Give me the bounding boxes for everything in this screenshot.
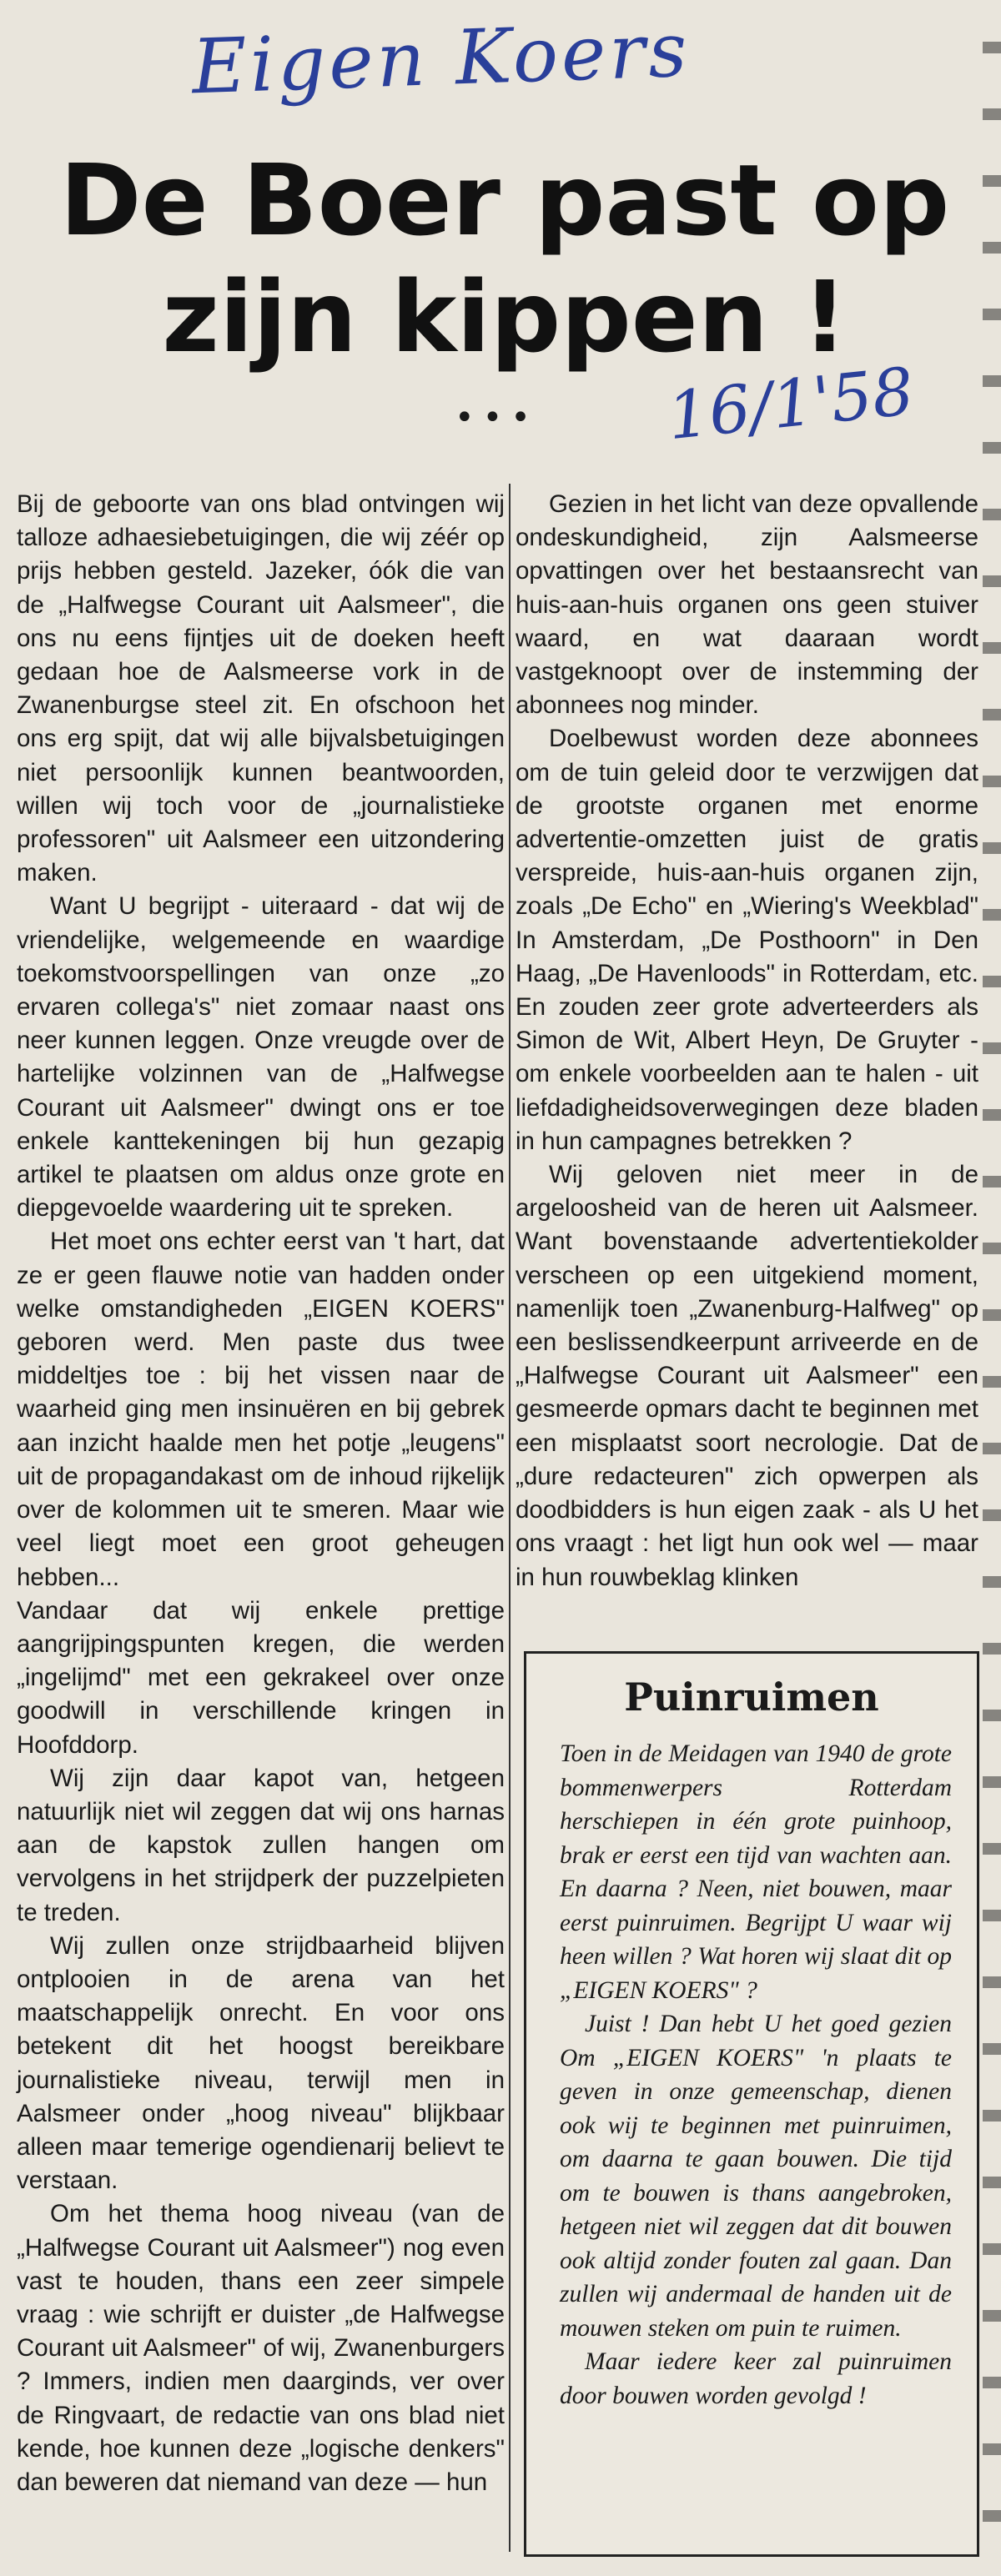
headline-dots: ••• <box>455 399 539 437</box>
box-paragraph: Maar iedere keer zal puinruimen door bouwen worden gevolgd ! <box>560 2348 952 2409</box>
paragraph: Gezien in het licht van deze opvallende ondeskundigheid, zijn Aalsmeerse opvattingen over het bestaansrecht van huis-aan-huis organen ons geen stuiver waard, en wat daaraan wordt vastgeknoopt over de instemming der abonnees nog minder. <box>516 490 978 720</box>
paragraph: Want U begrijpt - uiteraard - dat wij de vriendelijke, welgemeende en waardige toekomstvoorspellingen van onze „zo ervaren collega's" niet zomaar naast ons neer kunnen leggen. Onze vreugde over de hartelijke volzinnen van de „Halfwegse Courant uit Aalsmeer" dwingt ons er toe enkele kanttekeningen bij hun gezapig artikel te plaatsen om aldus onze grote en diepgevoelde waardering uit te spreken. <box>17 892 505 1223</box>
paragraph: Wij zullen onze strijdbaarheid blijven ontplooien in de arena van het maatschappelijk onrecht. En voor ons betekent dit het hoogst bereikbare journalistieke niveau, terwijl men in Aalsmeer onder „hoog niveau" blijkbaar alleen maar temerige ogendienarij believt te verstaan. <box>17 1931 505 2195</box>
column-divider <box>509 484 511 2552</box>
paragraph: Het moet ons echter eerst van 't hart, dat ze er geen flauwe notie van hadden onder welke omstandigheden „EIGEN KOERS" geboren werd. Men paste dus twee middeltjes toe : bij het vissen naar de waarheid ging men insinuëren en bij gebrek aan inzicht haalde men het potje „leugens" uit de propagandakast om de inhoud rijkelijk over de kolommen uit te smeren. Maar wie veel liegt moet een groot geheugen hebben... <box>17 1228 505 1591</box>
headline-line-2: zijn kippen ! <box>162 259 848 374</box>
box-body <box>560 1737 952 2413</box>
paragraph: Vandaar dat wij enkele prettige aangrijpingspunten kregen, die werden „ingelijmd" met een gekrakeel over onze goodwill in verschillende kringen in Hoofddorp. <box>17 1596 505 1759</box>
puinruimen-box <box>524 1651 979 2557</box>
left-column <box>17 488 505 2499</box>
paragraph: Wij geloven niet meer in de argeloosheid van de heren uit Aalsmeer. Want bovenstaande advertentiekolder verscheen op een uitgekiend moment, namenlijk toen „Zwanenburg-Halfweg" op een beslissendkeerpunt arriveerde en de „Halfwegse Courant uit Aalsmeer" een gesmeerde opmars dacht te beginnen met een misplaatst soort necrologie. Dat de „dure redacteuren" zich opwerpen als doodbidders is hun eigen zaak - als U het ons vraagt : het ligt hun ook wel — maar in hun rouwbeklag klinken <box>516 1161 978 1591</box>
paragraph: Bij de geboorte van ons blad ontvingen wij talloze adhaesiebetuigingen, die wij zéér op prijs hebben gesteld. Jazeker, óók die van de „Halfwegse Courant uit Aalsmeer", die ons nu eens fijntjes uit de doeken heeft gedaan hoe de Aalsmeerse vork in de Zwanenburgse steel zit. En ofschoon het ons erg spijt, dat wij alle bijvalsbetuigingen niet persoonlijk kunnen beantwoorden, willen wij toch voor de „journalistieke professoren" uit Aalsmeer een uitzondering maken. <box>17 490 505 887</box>
binding-edge <box>983 0 1001 2576</box>
handwritten-title: Eigen Koers <box>190 6 692 112</box>
paragraph: Wij zijn daar kapot van, hetgeen natuurlijk niet wil zeggen dat wij ons harnas aan de kapstok zullen hangen om vervolgens in het strijdperk der puzzelpieten te treden. <box>17 1764 505 1926</box>
box-paragraph: Juist ! Dan hebt U het goed gezien Om „EIGEN KOERS" 'n plaats te geven in onze gemeenschap, dienen ook wij te beginnen met puinruimen, om daarna te gaan bouwen. Die tijd om te bouwen is thans aangebroken, hetgeen niet wil zeggen dat dit bouwen ook altijd zonder fouten zal gaan. Dan zullen wij andermaal de handen uit de mouwen steken om puin te ruimen. <box>560 2011 952 2342</box>
headline-line-1: De Boer past op <box>59 143 950 258</box>
paragraph: Om het thema hoog niveau (van de „Halfwegse Courant uit Aalsmeer") nog even vast te houden, thans een zeer simpele vraag : wie schrijft er duister „de Halfwegse Courant uit Aalsmeer" of wij, Zwanenburgers ? Immers, indien men daarginds, ver over de Ringvaart, de redactie van ons blad niet kende, hoe kunnen deze „logische denkers" dan beweren dat niemand van deze — hun <box>17 2200 505 2496</box>
paragraph: Doelbewust worden deze abonnees om de tuin geleid door te verzwijgen dat de grootste organen met enorme advertentie-omzetten juist de gratis verspreide, huis-aan-huis organen zijn, zoals „De Echo" en „Wiering's Weekblad" In Amsterdam, „De Posthoorn" in Den Haag, „De Havenloods" in Rotterdam, etc. En zouden zeer grote adverteerders als Simon de Wit, Albert Heyn, De Gruyter - om enkele voorbeelden aan te halen - uit liefdadigheidsoverwegingen deze bladen in hun campagnes betrekken ? <box>516 725 978 1155</box>
box-title: Puinruimen <box>624 1675 879 1720</box>
box-paragraph: Toen in de Meidagen van 1940 de grote bommenwerpers Rotterdam herschiepen in één grote puinhoop, brak er eerst een tijd van wachten aan. En daarna ? Neen, niet bouwen, maar eerst puinruimen. Begrijpt U waar wij heen willen ? Wat horen wij slaat dit op „EIGEN KOERS" ? <box>560 1740 952 2004</box>
headline <box>33 142 976 375</box>
right-column <box>516 488 978 1594</box>
handwritten-date: 16/1'58 <box>664 354 918 455</box>
